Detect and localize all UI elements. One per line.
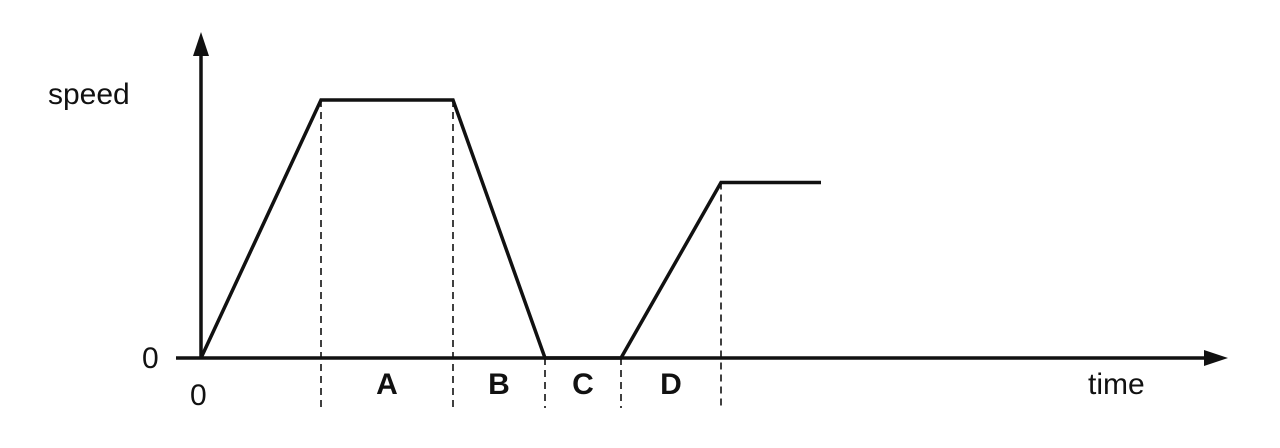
x-axis-label: time	[1088, 368, 1145, 401]
speed-series-line	[201, 100, 821, 358]
y-axis-label: speed	[48, 78, 130, 111]
segment-label-a: A	[376, 368, 398, 401]
guide-lines	[321, 100, 721, 408]
y-origin-tick-label: 0	[142, 342, 159, 375]
segment-label-c: C	[572, 368, 594, 401]
segment-label-b: B	[488, 368, 510, 401]
x-axis-arrowhead	[1204, 350, 1228, 366]
segment-label-d: D	[660, 368, 682, 401]
y-axis-arrowhead	[193, 32, 209, 56]
segment-labels	[376, 368, 682, 401]
x-origin-tick-label: 0	[190, 379, 207, 412]
